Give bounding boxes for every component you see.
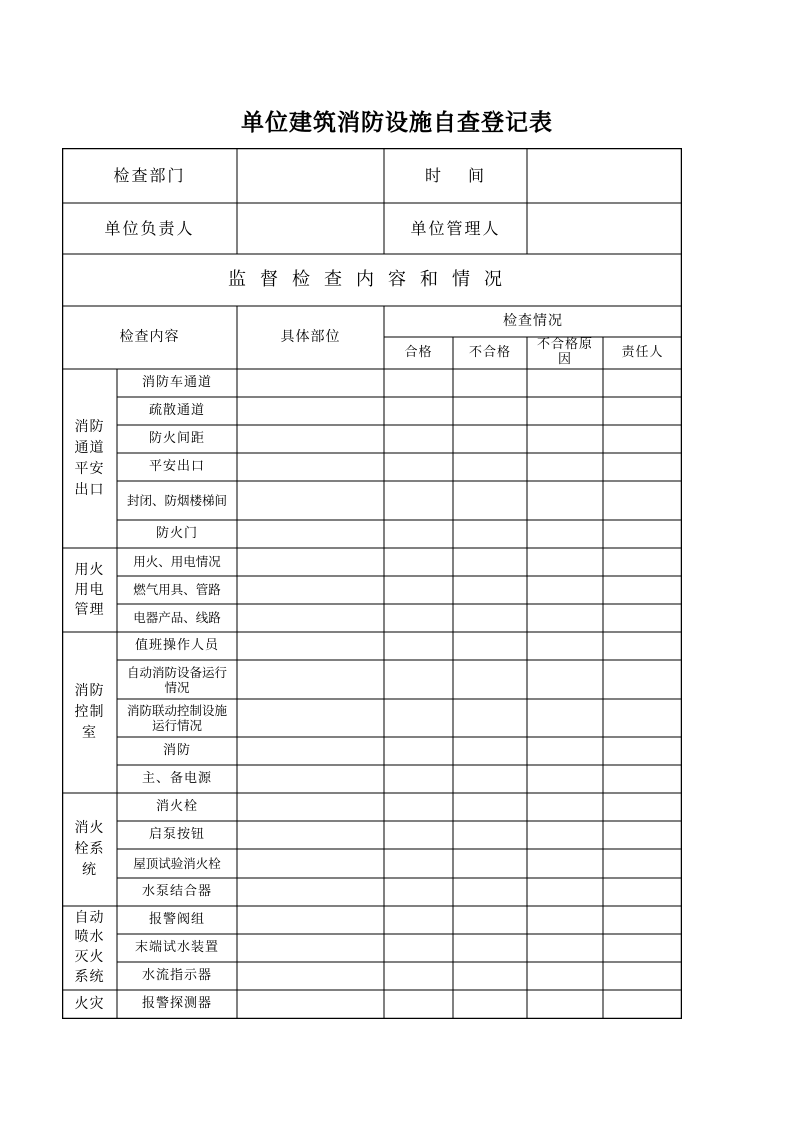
item-safety-exit: 平安出口 bbox=[148, 458, 205, 474]
group-label-sprinkler: 自动喷水灭火系统 bbox=[74, 909, 105, 985]
item-duty-operator: 值班操作人员 bbox=[134, 637, 219, 653]
group-label-exits: 消防通道平安出口 bbox=[74, 418, 105, 498]
dept-label: 检查部门 bbox=[113, 165, 186, 185]
item-fire-electricity-use: 用火、用电情况 bbox=[133, 554, 221, 570]
item-fire-separation: 防火间距 bbox=[148, 430, 205, 446]
item-hydrant: 消火栓 bbox=[155, 798, 198, 814]
col-person-header: 责任人 bbox=[621, 344, 664, 360]
manager-input-cell[interactable] bbox=[527, 203, 682, 254]
col-location-header: 具体部位 bbox=[280, 328, 341, 345]
col-status-header: 检查情况 bbox=[503, 312, 563, 329]
item-fire-truck-lane: 消防车通道 bbox=[141, 374, 212, 390]
item-main-backup-power: 主、备电源 bbox=[141, 770, 212, 786]
item-evacuation-route: 疏散通道 bbox=[148, 402, 205, 418]
col-fail-header: 不合格 bbox=[468, 344, 511, 360]
item-gas-appliances: 燃气用具、管路 bbox=[133, 582, 221, 598]
item-linkage-control-status: 消防联动控制设施运行情况 bbox=[126, 703, 227, 733]
group-label-fire-power: 用火用电管理 bbox=[74, 561, 105, 619]
item-electrical-products: 电器产品、线路 bbox=[133, 610, 221, 626]
time-label: 时 间 bbox=[424, 165, 487, 185]
section-banner: 监督检查内容和情况 bbox=[228, 268, 516, 290]
dept-input-cell[interactable] bbox=[237, 148, 384, 203]
owner-label: 单位负责人 bbox=[104, 218, 195, 238]
manager-label: 单位管理人 bbox=[410, 218, 501, 238]
item-auto-equipment-status: 自动消防设备运行情况 bbox=[127, 664, 228, 695]
item-end-test-device: 末端试水装置 bbox=[134, 939, 219, 955]
col-content-header: 检查内容 bbox=[119, 328, 180, 345]
item-fire-door: 防火门 bbox=[155, 525, 198, 541]
item-pump-adapter: 水泵结合器 bbox=[141, 883, 212, 899]
group-label-hydrant: 消火栓系统 bbox=[74, 820, 105, 878]
col-pass-header: 合格 bbox=[404, 344, 433, 360]
item-roof-test-hydrant: 屋顶试验消火栓 bbox=[133, 855, 221, 871]
form-title: 单位建筑消防设施自查登记表 bbox=[241, 110, 553, 136]
owner-input-cell[interactable] bbox=[237, 203, 384, 254]
inspection-form-table bbox=[62, 148, 682, 1019]
item-alarm-detector: 报警探测器 bbox=[141, 996, 212, 1012]
group-label-control-room: 消防控制室 bbox=[74, 683, 105, 741]
col-reason-header: 不合格原因 bbox=[537, 337, 594, 367]
item-enclosed-stairwell: 封闭、防烟楼梯间 bbox=[126, 493, 227, 508]
group-label-fire-alarm: 火灾 bbox=[74, 995, 105, 1012]
item-pump-start-button: 启泵按钮 bbox=[148, 826, 205, 842]
item-fire: 消防 bbox=[162, 742, 191, 758]
item-water-flow-indicator: 水流指示器 bbox=[141, 967, 212, 983]
item-alarm-valve: 报警阀组 bbox=[148, 911, 205, 927]
time-input-cell[interactable] bbox=[527, 148, 682, 203]
